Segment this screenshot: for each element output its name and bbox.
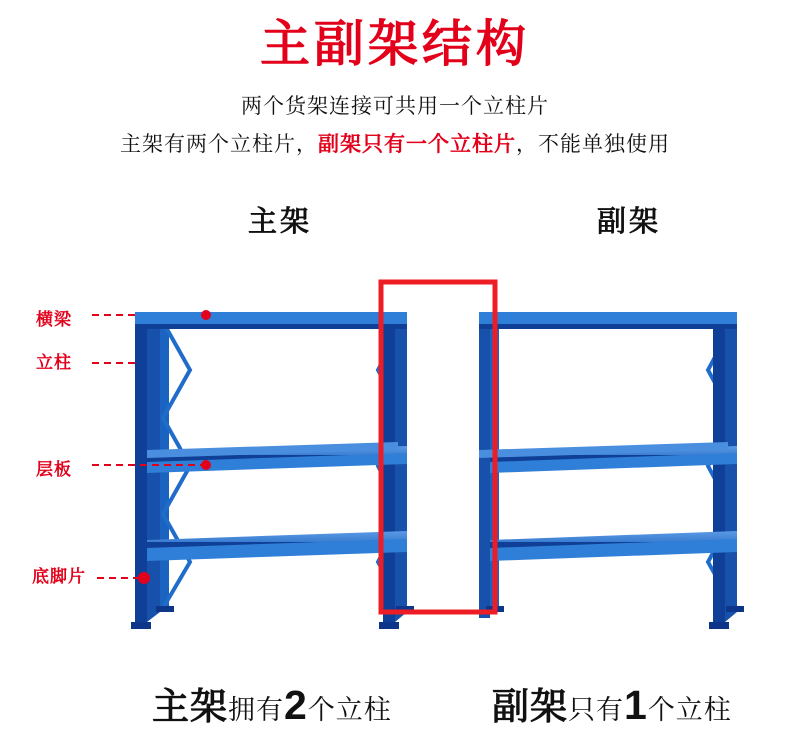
callout-dot-foot bbox=[138, 572, 150, 584]
sub-rack-graphic bbox=[479, 312, 744, 629]
subtitle-line-2-highlight: 副架只有一个立柱片 bbox=[318, 133, 516, 156]
caption-sub-number: 1 bbox=[624, 682, 648, 728]
caption-sub-suffix: 个立柱 bbox=[647, 695, 732, 725]
caption-main-prefix: 主架 bbox=[152, 686, 228, 727]
main-rack-graphic bbox=[131, 312, 414, 629]
main-rack-feet bbox=[131, 606, 414, 629]
subtitle-line-2-part2: ，不能单独使用 bbox=[516, 133, 670, 156]
main-rack-top-beam bbox=[135, 312, 407, 329]
caption-main-rack bbox=[152, 682, 392, 730]
subtitle-line-1: 两个货架连接可共用一个立柱片 bbox=[241, 95, 549, 118]
caption-main-number: 2 bbox=[284, 682, 308, 728]
rack-diagram bbox=[0, 250, 790, 630]
callout-dot-shelf bbox=[201, 460, 211, 470]
sub-rack-top-beam bbox=[479, 312, 737, 329]
caption-sub-middle: 只有 bbox=[568, 695, 624, 725]
caption-sub-prefix: 副架 bbox=[492, 686, 568, 727]
callout-dot-beam bbox=[201, 310, 211, 320]
subtitle-line-2-part1: 主架有两个立柱片， bbox=[120, 133, 318, 156]
caption-main-middle: 拥有 bbox=[228, 695, 284, 725]
caption-sub-rack bbox=[492, 682, 732, 730]
subtitle-line-2 bbox=[0, 130, 790, 160]
callout-label-foot: 底脚片 bbox=[32, 567, 86, 586]
caption-main-suffix: 个立柱 bbox=[307, 695, 392, 725]
callout-label-post: 立柱 bbox=[36, 353, 72, 372]
callout-label-shelf: 层板 bbox=[36, 460, 72, 479]
section-label-sub-rack: 副架 bbox=[597, 206, 662, 238]
page-title: 主副架结构 bbox=[260, 15, 530, 73]
section-label-main-rack: 主架 bbox=[248, 206, 313, 238]
callout-label-beam: 横梁 bbox=[36, 310, 72, 329]
sub-rack-feet bbox=[486, 606, 744, 629]
